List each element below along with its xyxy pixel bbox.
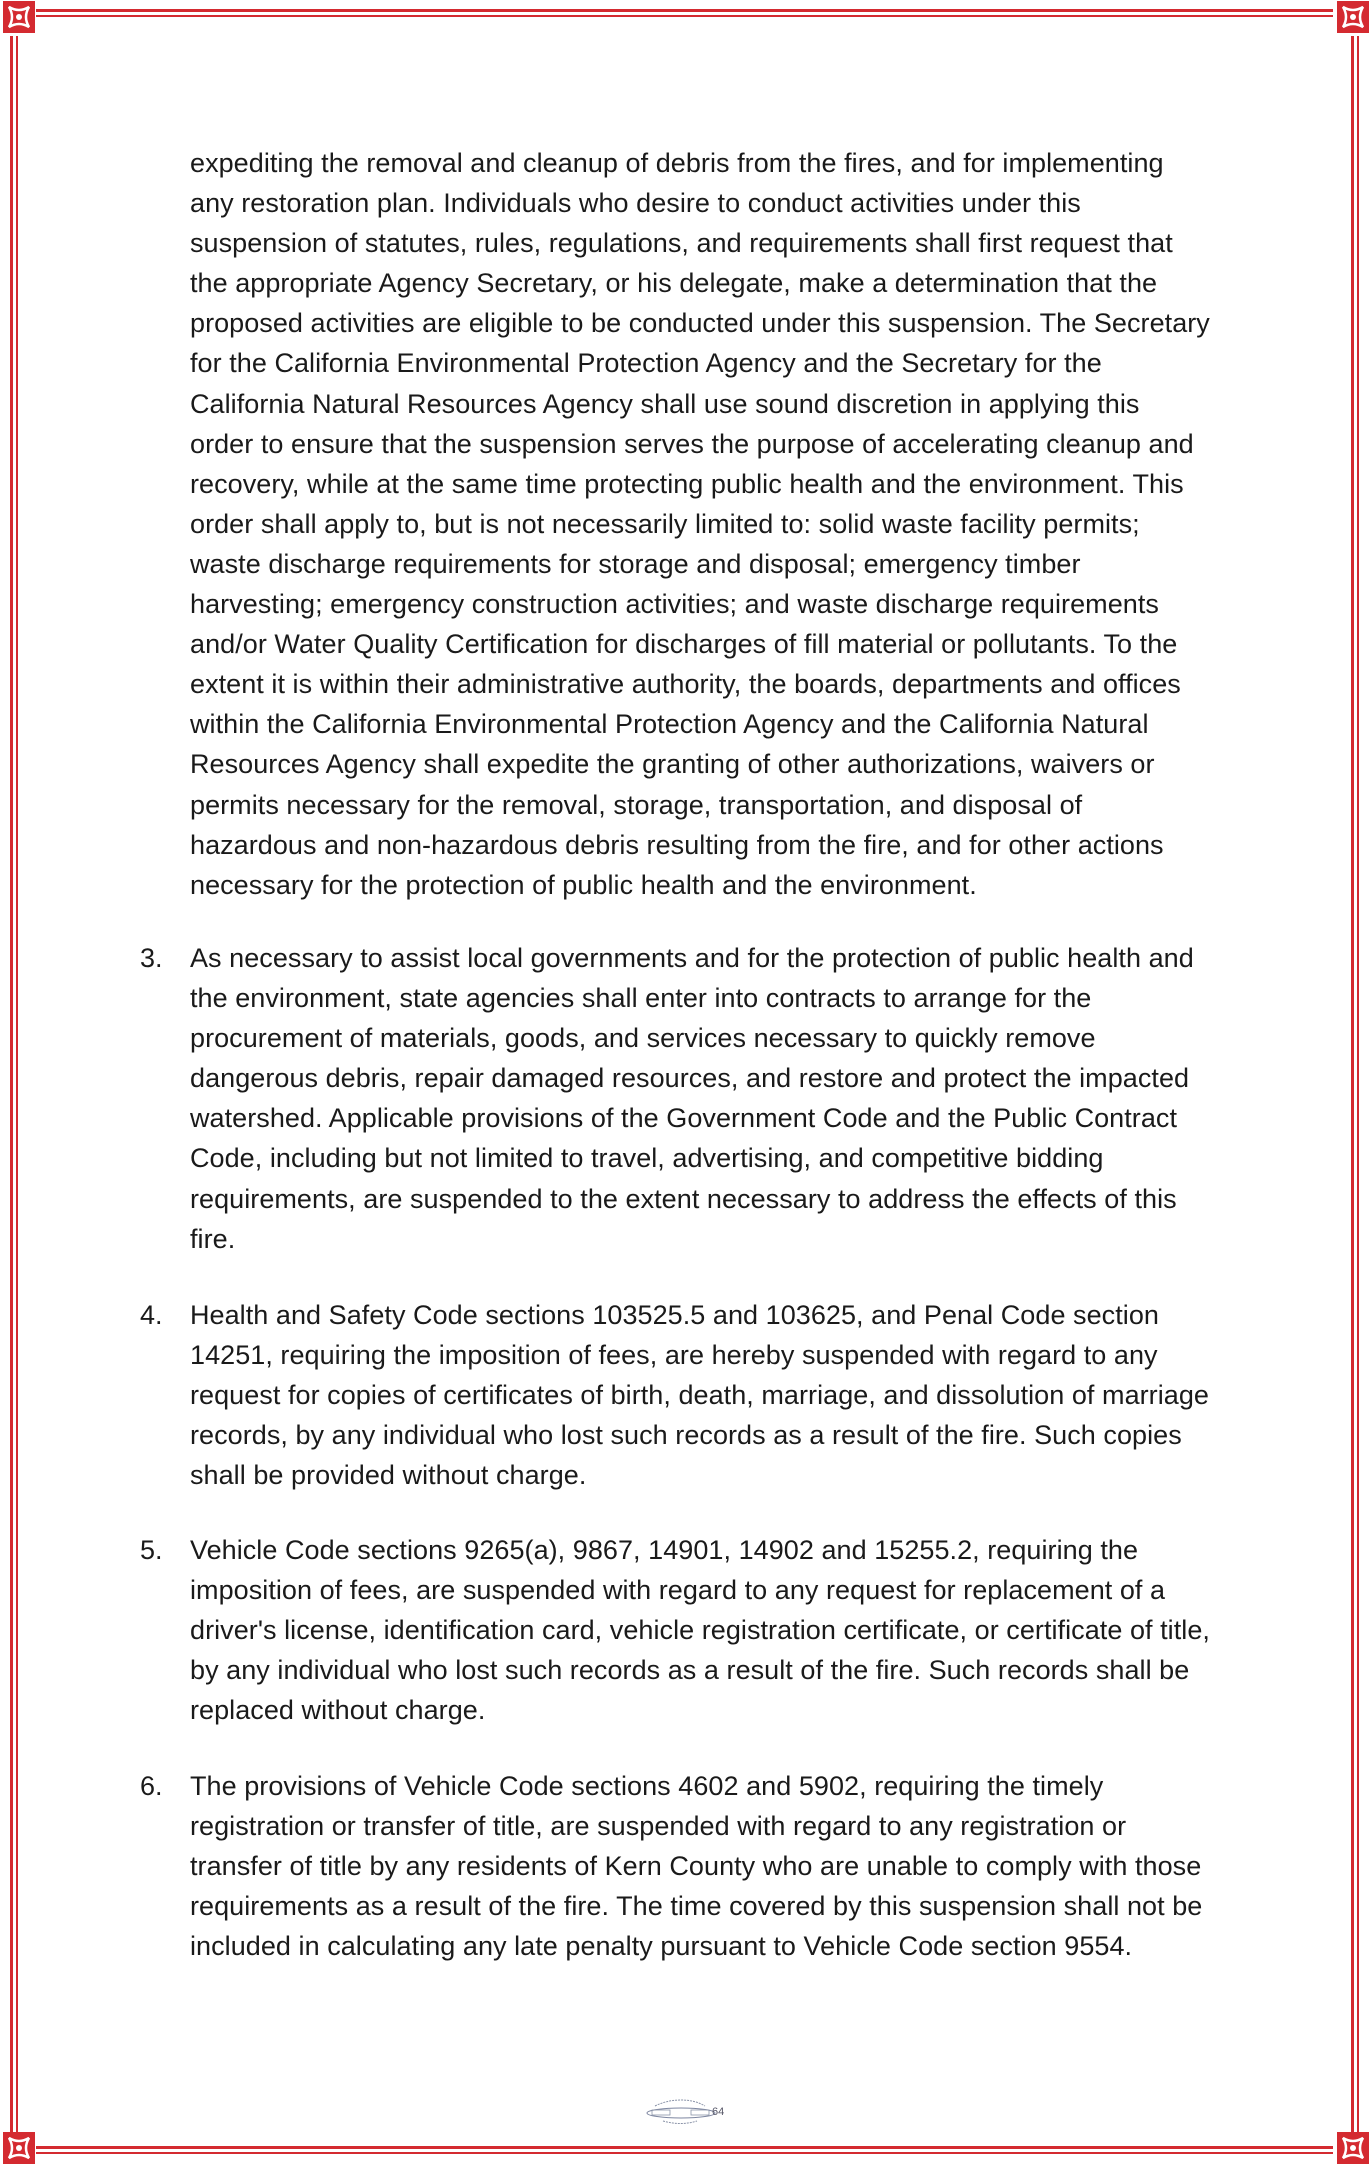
border-bottom-outer (36, 2146, 1333, 2149)
text-line: suspension of statutes, rules, regulations, and requirements shall first request that (190, 228, 1173, 259)
text-line: harvesting; emergency construction activities; and waste discharge requirements (190, 589, 1159, 620)
list-item-6 (140, 1766, 1355, 1966)
text-line: and/or Water Quality Certification for discharges of fill material or pollutants. To the (190, 629, 1178, 660)
text-line: imposition of fees, are suspended with regard to any request for replacement of a (190, 1575, 1166, 1606)
text-line: by any individual who lost such records as a result of the fire. Such records shall be (190, 1655, 1190, 1686)
text-line: included in calculating any late penalty pursuant to Vehicle Code section 9554. (190, 1931, 1133, 1962)
text-line: recovery, while at the same time protecting public health and the environment. This (190, 468, 1184, 499)
text-line: fire. (190, 1223, 236, 1254)
border-left-outer (10, 36, 13, 2140)
corner-ornament-icon (3, 1, 35, 33)
text-line: procurement of materials, goods, and services necessary to quickly remove (190, 1023, 1096, 1054)
text-line: Resources Agency shall expedite the granting of other authorizations, waivers or (190, 749, 1155, 780)
list-number: 4. (140, 1300, 163, 1330)
text-line: driver's license, identification card, vehicle registration certificate, or certificate of title, (190, 1615, 1210, 1646)
text-line: expediting the removal and cleanup of debris from the fires, and for implementing (190, 148, 1164, 178)
list-number: 6. (140, 1771, 163, 1801)
text-line: request for copies of certificates of birth, death, marriage, and dissolution of marriage (190, 1380, 1209, 1411)
text-line: requirements as a result of the fire. The time covered by this suspension shall not be (190, 1891, 1203, 1922)
text-line: California Natural Resources Agency shall use sound discretion in applying this (190, 388, 1140, 419)
list-number: 5. (140, 1535, 163, 1565)
text-line: within the California Environmental Protection Agency and the California Natural (190, 709, 1149, 740)
seal-number: 64 (712, 2106, 725, 2118)
text-line: order shall apply to, but is not necessarily limited to: solid waste facility permits; (190, 508, 1140, 539)
border-top-outer (36, 9, 1333, 12)
text-line: any restoration plan. Individuals who desire to conduct activities under this (190, 188, 1081, 219)
list-item-3 (140, 938, 1355, 1259)
border-right-inner (1357, 36, 1359, 2140)
text-line: shall be provided without charge. (190, 1460, 587, 1491)
text-line: for the California Environmental Protection Agency and the Secretary for the (190, 348, 1102, 379)
text-line: Code, including but not limited to travel, advertising, and competitive bidding (190, 1143, 1104, 1174)
list-number: 3. (140, 943, 163, 973)
corner-ornament-icon (1337, 2132, 1369, 2164)
text-line: Health and Safety Code sections 103525.5 and 103625, and Penal Code section (190, 1300, 1159, 1330)
border-left-inner (16, 36, 18, 2140)
text-line: the appropriate Agency Secretary, or his delegate, make a determination that the (190, 268, 1158, 299)
text-line: extent it is within their administrative authority, the boards, departments and offices (190, 669, 1181, 700)
border-bottom-inner (36, 2152, 1333, 2154)
text-line: permits necessary for the removal, storage, transportation, and disposal of (190, 789, 1083, 820)
text-line: necessary for the protection of public health and the environment. (190, 869, 977, 900)
text-line: 14251, requiring the imposition of fees, are hereby suspended with regard to any (190, 1340, 1158, 1371)
text-line: the environment, state agencies shall enter into contracts to arrange for the (190, 983, 1092, 1014)
text-line: requirements, are suspended to the extent necessary to address the effects of this (190, 1183, 1177, 1214)
paragraph-2-continued (190, 143, 1355, 905)
text-line: order to ensure that the suspension serves the purpose of accelerating cleanup and (190, 428, 1194, 459)
text-line: The provisions of Vehicle Code sections 4602 and 5902, requiring the timely (190, 1771, 1104, 1801)
text-line: hazardous and non-hazardous debris resulting from the fire, and for other actions (190, 829, 1164, 860)
text-line: replaced without charge. (190, 1695, 486, 1726)
corner-ornament-icon (3, 2132, 35, 2164)
text-line: watershed. Applicable provisions of the Government Code and the Public Contract (190, 1103, 1178, 1134)
text-line: transfer of title by any residents of Kern County who are unable to comply with those (190, 1851, 1202, 1882)
corner-ornament-icon (1337, 1, 1369, 33)
list-item-5 (140, 1530, 1355, 1730)
text-line: waste discharge requirements for storage and disposal; emergency timber (190, 548, 1081, 579)
border-top-inner (36, 15, 1333, 17)
text-line: proposed activities are eligible to be conducted under this suspension. The Secretary (190, 308, 1210, 339)
text-line: registration or transfer of title, are suspended with regard to any registration or (190, 1811, 1127, 1842)
text-line: As necessary to assist local governments and for the protection of public health and (190, 943, 1194, 973)
text-line: dangerous debris, repair damaged resources, and restore and protect the impacted (190, 1063, 1190, 1094)
text-line: Vehicle Code sections 9265(a), 9867, 14901, 14902 and 15255.2, requiring the (190, 1535, 1139, 1565)
text-line: records, by any individual who lost such records as a result of the fire. Such copies (190, 1420, 1182, 1451)
list-item-4 (140, 1295, 1355, 1495)
